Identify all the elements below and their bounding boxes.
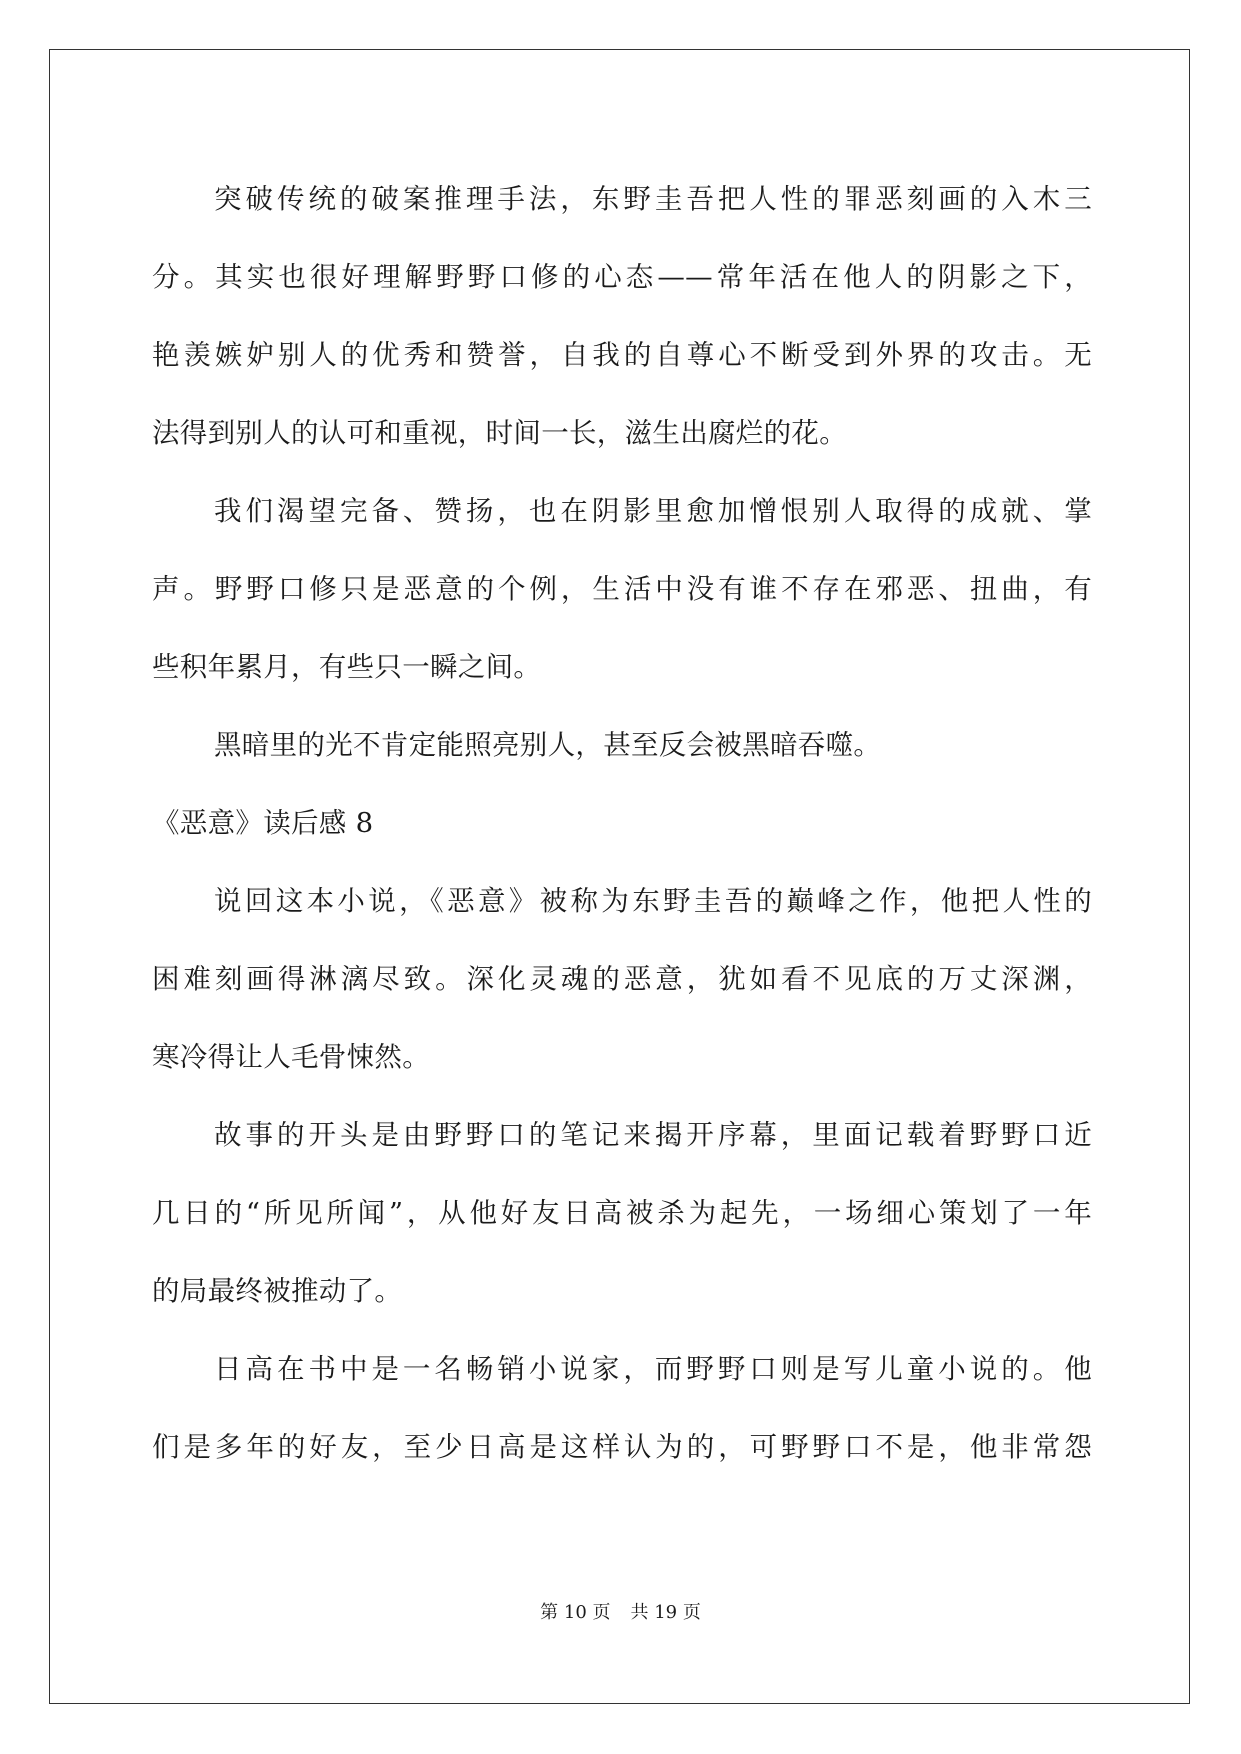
text-line: 突破传统的破案推理手法，东野圭吾把人性的罪恶刻画的入木三 (214, 183, 1092, 215)
current-page-number: 第 10 页 (540, 1602, 611, 1623)
text-line: 故事的开头是由野野口的笔记来揭开序幕，里面记载着野野口近 (214, 1119, 1092, 1151)
text-line: 们是多年的好友，至少日高是这样认为的，可野野口不是，他非常怨 (152, 1431, 1092, 1463)
text-line: 寒冷得让人毛骨悚然。 (152, 1041, 430, 1073)
document-body (152, 160, 1092, 1486)
page-footer (0, 1598, 1241, 1624)
text-line: 艳羡嫉妒别人的优秀和赞誉，自我的自尊心不断受到外界的攻击。无 (152, 339, 1092, 371)
text-line: 说回这本小说，《恶意》被称为东野圭吾的巅峰之作，他把人性的 (214, 885, 1092, 917)
text-line: 分。其实也很好理解野野口修的心态——常年活在他人的阴影之下， (152, 261, 1092, 293)
text-line: 我们渴望完备、赞扬，也在阴影里愈加憎恨别人取得的成就、掌 (214, 495, 1092, 527)
text-line: 些积年累月，有些只一瞬之间。 (152, 651, 542, 683)
text-line: 几日的“所见所闻”，从他好友日高被杀为起先，一场细心策划了一年 (152, 1197, 1092, 1229)
total-pages: 共 19 页 (630, 1602, 701, 1623)
text-line: 困难刻画得淋漓尽致。深化灵魂的恶意，犹如看不见底的万丈深渊， (152, 963, 1092, 995)
text-line: 声。野野口修只是恶意的个例，生活中没有谁不存在邪恶、扭曲，有 (152, 573, 1092, 605)
text-line: 法得到别人的认可和重视，时间一长，滋生出腐烂的花。 (152, 417, 847, 449)
text-line: 的局最终被推动了。 (152, 1275, 403, 1307)
text-line: 黑暗里的光不肯定能照亮别人，甚至反会被黑暗吞噬。 (214, 729, 882, 761)
text-line: 日高在书中是一名畅销小说家，而野野口则是写儿童小说的。他 (214, 1353, 1092, 1385)
section-heading: 《恶意》读后感 8 (152, 807, 374, 839)
